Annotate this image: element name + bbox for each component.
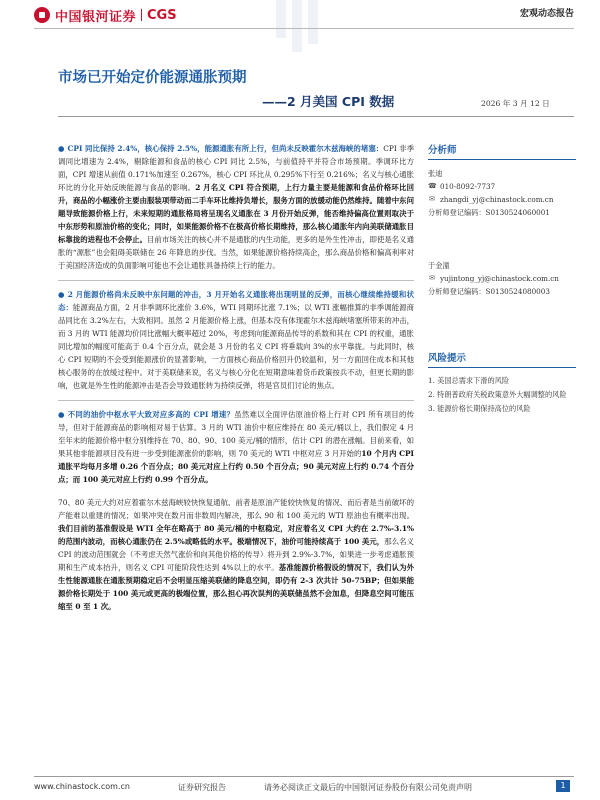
paragraph-3	[58, 408, 414, 486]
paragraph-2	[58, 288, 414, 392]
risk-heading: 风险提示	[428, 353, 467, 364]
analyst-1-phone-row	[428, 180, 576, 193]
paragraph-1-strong-1: 2 月名义 CPI 符合预期，上行力量主要是能源和食品价格环比回升，商品的小幅涨价主要由服装项带动而二手车环比维持负增长，服务方面的放缓动能仍然维持。	[58, 183, 414, 205]
risk-item-3: 3. 能源价格长期保持高位的风险	[428, 404, 531, 413]
analyst-1-email[interactable]: zhangdi_yj@chinastock.com.cn	[440, 195, 554, 204]
footer-disclaimer: 请务必阅读正文最后的中国银河证券股份有限公司免责声明	[264, 783, 472, 792]
watermark-graphic	[270, 0, 330, 60]
analyst-1-license-row	[428, 206, 576, 219]
analyst-1-name: 张迪	[428, 169, 443, 178]
report-body	[58, 142, 414, 613]
paragraph-1-text-2: 目前市场关注的核心并不是通胀的内生动能，更多的是外生性冲击，即使是名义通胀的“源胀”也会阻碍美联储在 26 年降息的步伐。当然，如果能源价格持续高企，那么商品价格和偏高利率对于美国经济造成的负面影响可能也不会让通胀具备持续上行的能力。	[58, 235, 414, 270]
analyst-1-email-row	[428, 193, 576, 206]
report-type: 宏观动态报告	[519, 9, 574, 19]
paragraph-4-strong-2: 基准能源价格假设的情况下，我们认为外生性能源通胀在通胀预期稳定后不会明显压缩美联储的降息空间，即仍有 2-3 次共计 50-75BP；但如果能源价格长期处于 100 美元或更高的极端位置，那么担心再次误判的美联储虽然不会加息，但降息空间可能压缩至 0 至 1 次。	[58, 563, 414, 611]
title-divider	[58, 116, 574, 117]
sidebar	[428, 142, 576, 416]
section-divider	[58, 400, 414, 401]
page-number: 1	[556, 780, 570, 792]
analyst-heading: 分析师	[428, 145, 457, 156]
report-subtitle: ——2 月美国 CPI 数据	[262, 94, 395, 109]
risk-item-1: 1. 美国总需求下滑的风险	[428, 376, 510, 385]
paragraph-3-lead: 不同的油价中枢水平大致对应多高的 CPI 增速？	[67, 410, 235, 419]
phone-icon: ☎	[428, 182, 437, 190]
analyst-2-license: S0130524080003	[485, 287, 550, 296]
paragraph-3-strong-1: 10 个月内 CPI 通胀平均每月多增 0.26 个百分点；80 美元对应上行约 0.50 个百分点；90 美元对应上行约 0.74 个百分点；而 100 美元对应上行约 0.99 个百分点。	[58, 449, 415, 484]
paragraph-1-lead: CPI 同比保持 2.4%，核心保持 2.5%，能源通胀有所上行，但尚未反映霍尔木兹海峡的堵塞：	[67, 144, 384, 153]
header-divider	[34, 28, 574, 29]
paragraph-4-text-1: 70、80 美元大约对应着霍尔木兹海峡较快恢复通航、前者是原油产能较快恢复的情况、而后者是当前破坏的产能难以重建的情况；如果冲突在数月而非数周内解决，那么 90 和 100 美元的 WTI 原油也有概率出现。	[58, 498, 414, 520]
analyst-2-name: 于金潼	[428, 261, 450, 270]
analyst-2-license-label: 分析师登记编码：	[428, 287, 486, 296]
email-icon: ✉	[429, 274, 435, 282]
logo-en-text: CGS	[147, 7, 177, 23]
section-divider	[58, 280, 414, 281]
analyst-1-license: S0130524060001	[485, 208, 550, 217]
bullet-icon: ●	[58, 144, 65, 153]
analyst-1-phone: 010-8092-7737	[440, 182, 496, 191]
risk-item-2: 2. 特朗普政府关税政策意外大幅调整的风险	[428, 390, 567, 399]
risk-heading-rule	[428, 367, 576, 368]
paragraph-4-strong-1: 我们目前的基准假设是 WTI 全年在略高于 80 美元/桶的中枢稳定，对应着名义 CPI 大约在 2.7%-3.1%的范围内波动，而核心通胀仍在 2.5%或略低的水平。极端情况下，油价可能持续高于 100 美元，	[58, 524, 414, 546]
bullet-icon: ●	[58, 410, 65, 419]
email-icon: ✉	[429, 195, 435, 203]
paragraph-4	[58, 496, 414, 613]
report-title: 市场已开始定价能源通胀预期	[58, 70, 247, 86]
analyst-heading-rule	[428, 159, 576, 160]
report-date: 2026 年 3 月 12 日	[481, 99, 550, 108]
analyst-2-email-row	[428, 272, 576, 285]
logo-icon	[34, 7, 50, 23]
footer-website[interactable]: www.chinastock.com.cn	[34, 782, 130, 791]
paragraph-4-text-2: 那么名义 CPI 的波动范围就会（不考虑天然气涨价和向其他价格的传导）将升到 2.9%-3.7%，如果进一步考虑通胀预期和生产成本抬升，则名义 CPI 可能阶段性达到 4%以上的水平。	[58, 537, 414, 572]
paragraph-3-text-1: 虽然难以全面评估原油价格上行对 CPI 所有项目的传导，但对于能源商品的影响相对易于估算。3 月的 WTI 油价中枢应维持在 80 美元/桶以上，我们假定 4 月至年末的能源价格中枢分别维持在 70、80、90、100 美元/桶的情形，估计 CPI 的潜在涨幅。目前来看，如果其他非能源项目没有进一步受到能源涨价的影响，则 70 美元的 WTI 中枢对应 3 月开始的	[58, 410, 415, 458]
paragraph-1	[58, 142, 414, 272]
company-logo	[34, 4, 204, 26]
footer-label: 证券研究报告	[178, 783, 226, 792]
paragraph-1-text-1: CPI 非季调同比增速为 2.4%，剔除能源和食品的核心 CPI 同比 2.5%，与前值持平并符合市场预期。季调环比方面，CPI 增速从前值 0.171%加速至 0.267%，核心 CPI 环比从 0.295%下行至 0.216%；名义与核心通胀环比的分化开始反映能源与食品的影响。	[58, 144, 415, 192]
paragraph-2-text-1: 能源商品方面，2 月非季调环比涨价 3.6%，WTI 同期环比涨 7.1%；以 WTI 涨幅推算的非季调能源商品同比在 3.2%左右，大致相同。虽然 2 月能源价格上涨，但基本没有体现霍尔木兹海峡堵塞所带来的冲击，而 3 月的 WTI 能源均价同比涨幅大概率超过 20%，考虑到向能源商品传导的系数和其在 CPI 的权重，通胀同比增加的幅度可能高于 0.4 个百分点，就会是 3 月份的名义 CPI 将垂载向 3%的水平靠拢。与此同时，核心 CPI 短期的不会受到能源涨价的显著影响，一方面核心商品价格回升仍较温和，另一方面回住成本和其他核心服务的在放缓过程中。对于美联储来说，名义与核心分化在短期意味着货币政策按兵不动，但更长期的影响，也就是外生性的能源冲击是否会导致通胀转为持续反弹，将是官员们讨论的焦点。	[58, 303, 414, 390]
logo-divider	[141, 9, 142, 21]
analyst-1-license-label: 分析师登记编码：	[428, 208, 486, 217]
paragraph-1-strong-2: 随着中东问题导致能源价格上行，未来短期的通胀格局将呈现名义通胀在 3 月份开始反弹，能否维持偏高位置则取决于中东形势和原油价格的变化；同时，如果能源价格不在极高价格长期维持，那么核心通胀年内向美联储通胀目标靠拢的进程也不会停止。	[58, 196, 414, 244]
footer-divider	[34, 776, 574, 777]
bullet-icon: ●	[58, 290, 65, 299]
paragraph-2-lead: 2 月能源价格尚未反映中东问题的冲击，3 月开始名义通胀将出现明显的反弹，而核心继续维持缓和状态：	[58, 290, 414, 312]
analyst-2-email[interactable]: yujintong_yj@chinastock.com.cn	[440, 274, 559, 283]
logo-cn-text: 中国银河证券	[55, 9, 137, 25]
analyst-2-license-row	[428, 285, 576, 298]
